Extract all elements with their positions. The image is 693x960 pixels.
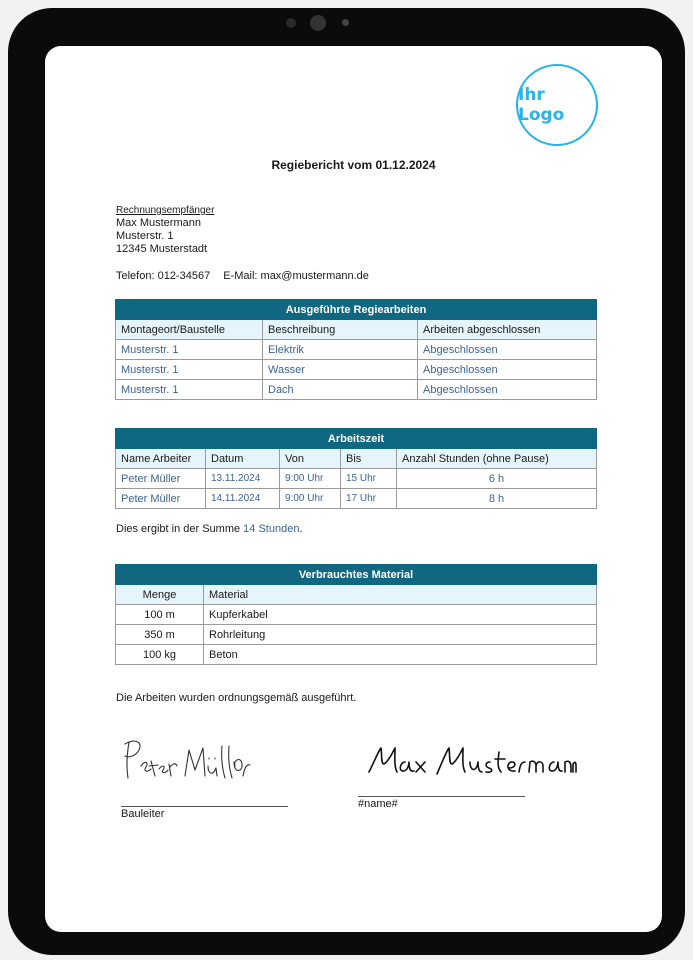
column-header: Von	[280, 449, 341, 469]
column-header: Arbeiten abgeschlossen	[418, 320, 597, 340]
summary-value: 14 Stunden	[243, 523, 300, 535]
table-cell: 9:00 Uhr	[280, 489, 341, 509]
work-table-title: Ausgeführte Regiearbeiten	[116, 300, 597, 320]
table-cell: 13.11.2024	[206, 469, 280, 489]
work-table	[115, 299, 597, 400]
closing-text: Die Arbeiten wurden ordnungsgemäß ausgeführt.	[116, 692, 357, 704]
phone: Telefon: 012-34567	[116, 270, 211, 282]
left-signature-line	[121, 806, 288, 807]
table-row	[116, 360, 597, 380]
column-header: Anzahl Stunden (ohne Pause)	[397, 449, 597, 469]
material-table-title: Verbrauchtes Material	[116, 565, 597, 585]
table-cell: Abgeschlossen	[418, 340, 597, 360]
company-logo: Ihr Logo	[516, 64, 598, 146]
table-row	[116, 489, 597, 509]
recipient-city: 12345 Musterstadt	[116, 243, 208, 255]
table-cell: Peter Müller	[116, 489, 206, 509]
material-table	[115, 564, 597, 665]
table-cell: 15 Uhr	[341, 469, 397, 489]
material-table-header-row	[116, 585, 597, 605]
tablet-frame	[8, 8, 685, 955]
table-cell: Abgeschlossen	[418, 380, 597, 400]
time-table-header-row	[116, 449, 597, 469]
time-table	[115, 428, 597, 509]
table-cell: 8 h	[397, 489, 597, 509]
table-cell: Elektrik	[263, 340, 418, 360]
camera-icon	[310, 15, 326, 31]
table-row	[116, 340, 597, 360]
table-cell: Dach	[263, 380, 418, 400]
table-cell: Kupferkabel	[204, 605, 597, 625]
column-header: Menge	[116, 585, 204, 605]
time-table-title: Arbeitszeit	[116, 429, 597, 449]
right-signature-label: #name#	[358, 798, 398, 810]
table-cell: 350 m	[116, 625, 204, 645]
table-row	[116, 605, 597, 625]
left-signature	[121, 736, 251, 786]
table-cell: Beton	[204, 645, 597, 665]
table-cell: 100 m	[116, 605, 204, 625]
table-row	[116, 625, 597, 645]
table-cell: Musterstr. 1	[116, 360, 263, 380]
recipient-street: Musterstr. 1	[116, 230, 174, 242]
sensor-icon	[286, 18, 296, 28]
right-signature-line	[358, 796, 525, 797]
table-cell: 14.11.2024	[206, 489, 280, 509]
table-cell: 9:00 Uhr	[280, 469, 341, 489]
column-header: Datum	[206, 449, 280, 469]
recipient-name: Max Mustermann	[116, 217, 201, 229]
table-row	[116, 469, 597, 489]
recipient-address	[116, 204, 214, 256]
left-signature-label: Bauleiter	[121, 808, 165, 820]
summary-prefix: Dies ergibt in der Summe	[116, 523, 241, 535]
right-signature	[367, 742, 577, 782]
email: E-Mail: max@mustermann.de	[223, 270, 369, 282]
table-row	[116, 645, 597, 665]
table-cell: 100 kg	[116, 645, 204, 665]
table-row	[116, 380, 597, 400]
table-cell: Wasser	[263, 360, 418, 380]
table-cell: Abgeschlossen	[418, 360, 597, 380]
summary-suffix: .	[299, 523, 303, 535]
column-header: Bis	[341, 449, 397, 469]
column-header: Material	[204, 585, 597, 605]
table-cell: Peter Müller	[116, 469, 206, 489]
recipient-label: Rechnungsempfänger	[116, 205, 215, 216]
table-cell: 6 h	[397, 469, 597, 489]
document-page	[45, 46, 662, 932]
column-header: Montageort/Baustelle	[116, 320, 263, 340]
table-cell: 17 Uhr	[341, 489, 397, 509]
table-cell: Rohrleitung	[204, 625, 597, 645]
work-table-header-row	[116, 320, 597, 340]
table-cell: Musterstr. 1	[116, 340, 263, 360]
contact-line	[116, 270, 369, 282]
column-header: Beschreibung	[263, 320, 418, 340]
light-sensor-icon	[342, 19, 349, 26]
table-cell: Musterstr. 1	[116, 380, 263, 400]
column-header: Name Arbeiter	[116, 449, 206, 469]
hours-summary	[116, 523, 303, 535]
document-title: Regiebericht vom 01.12.2024	[271, 158, 436, 172]
